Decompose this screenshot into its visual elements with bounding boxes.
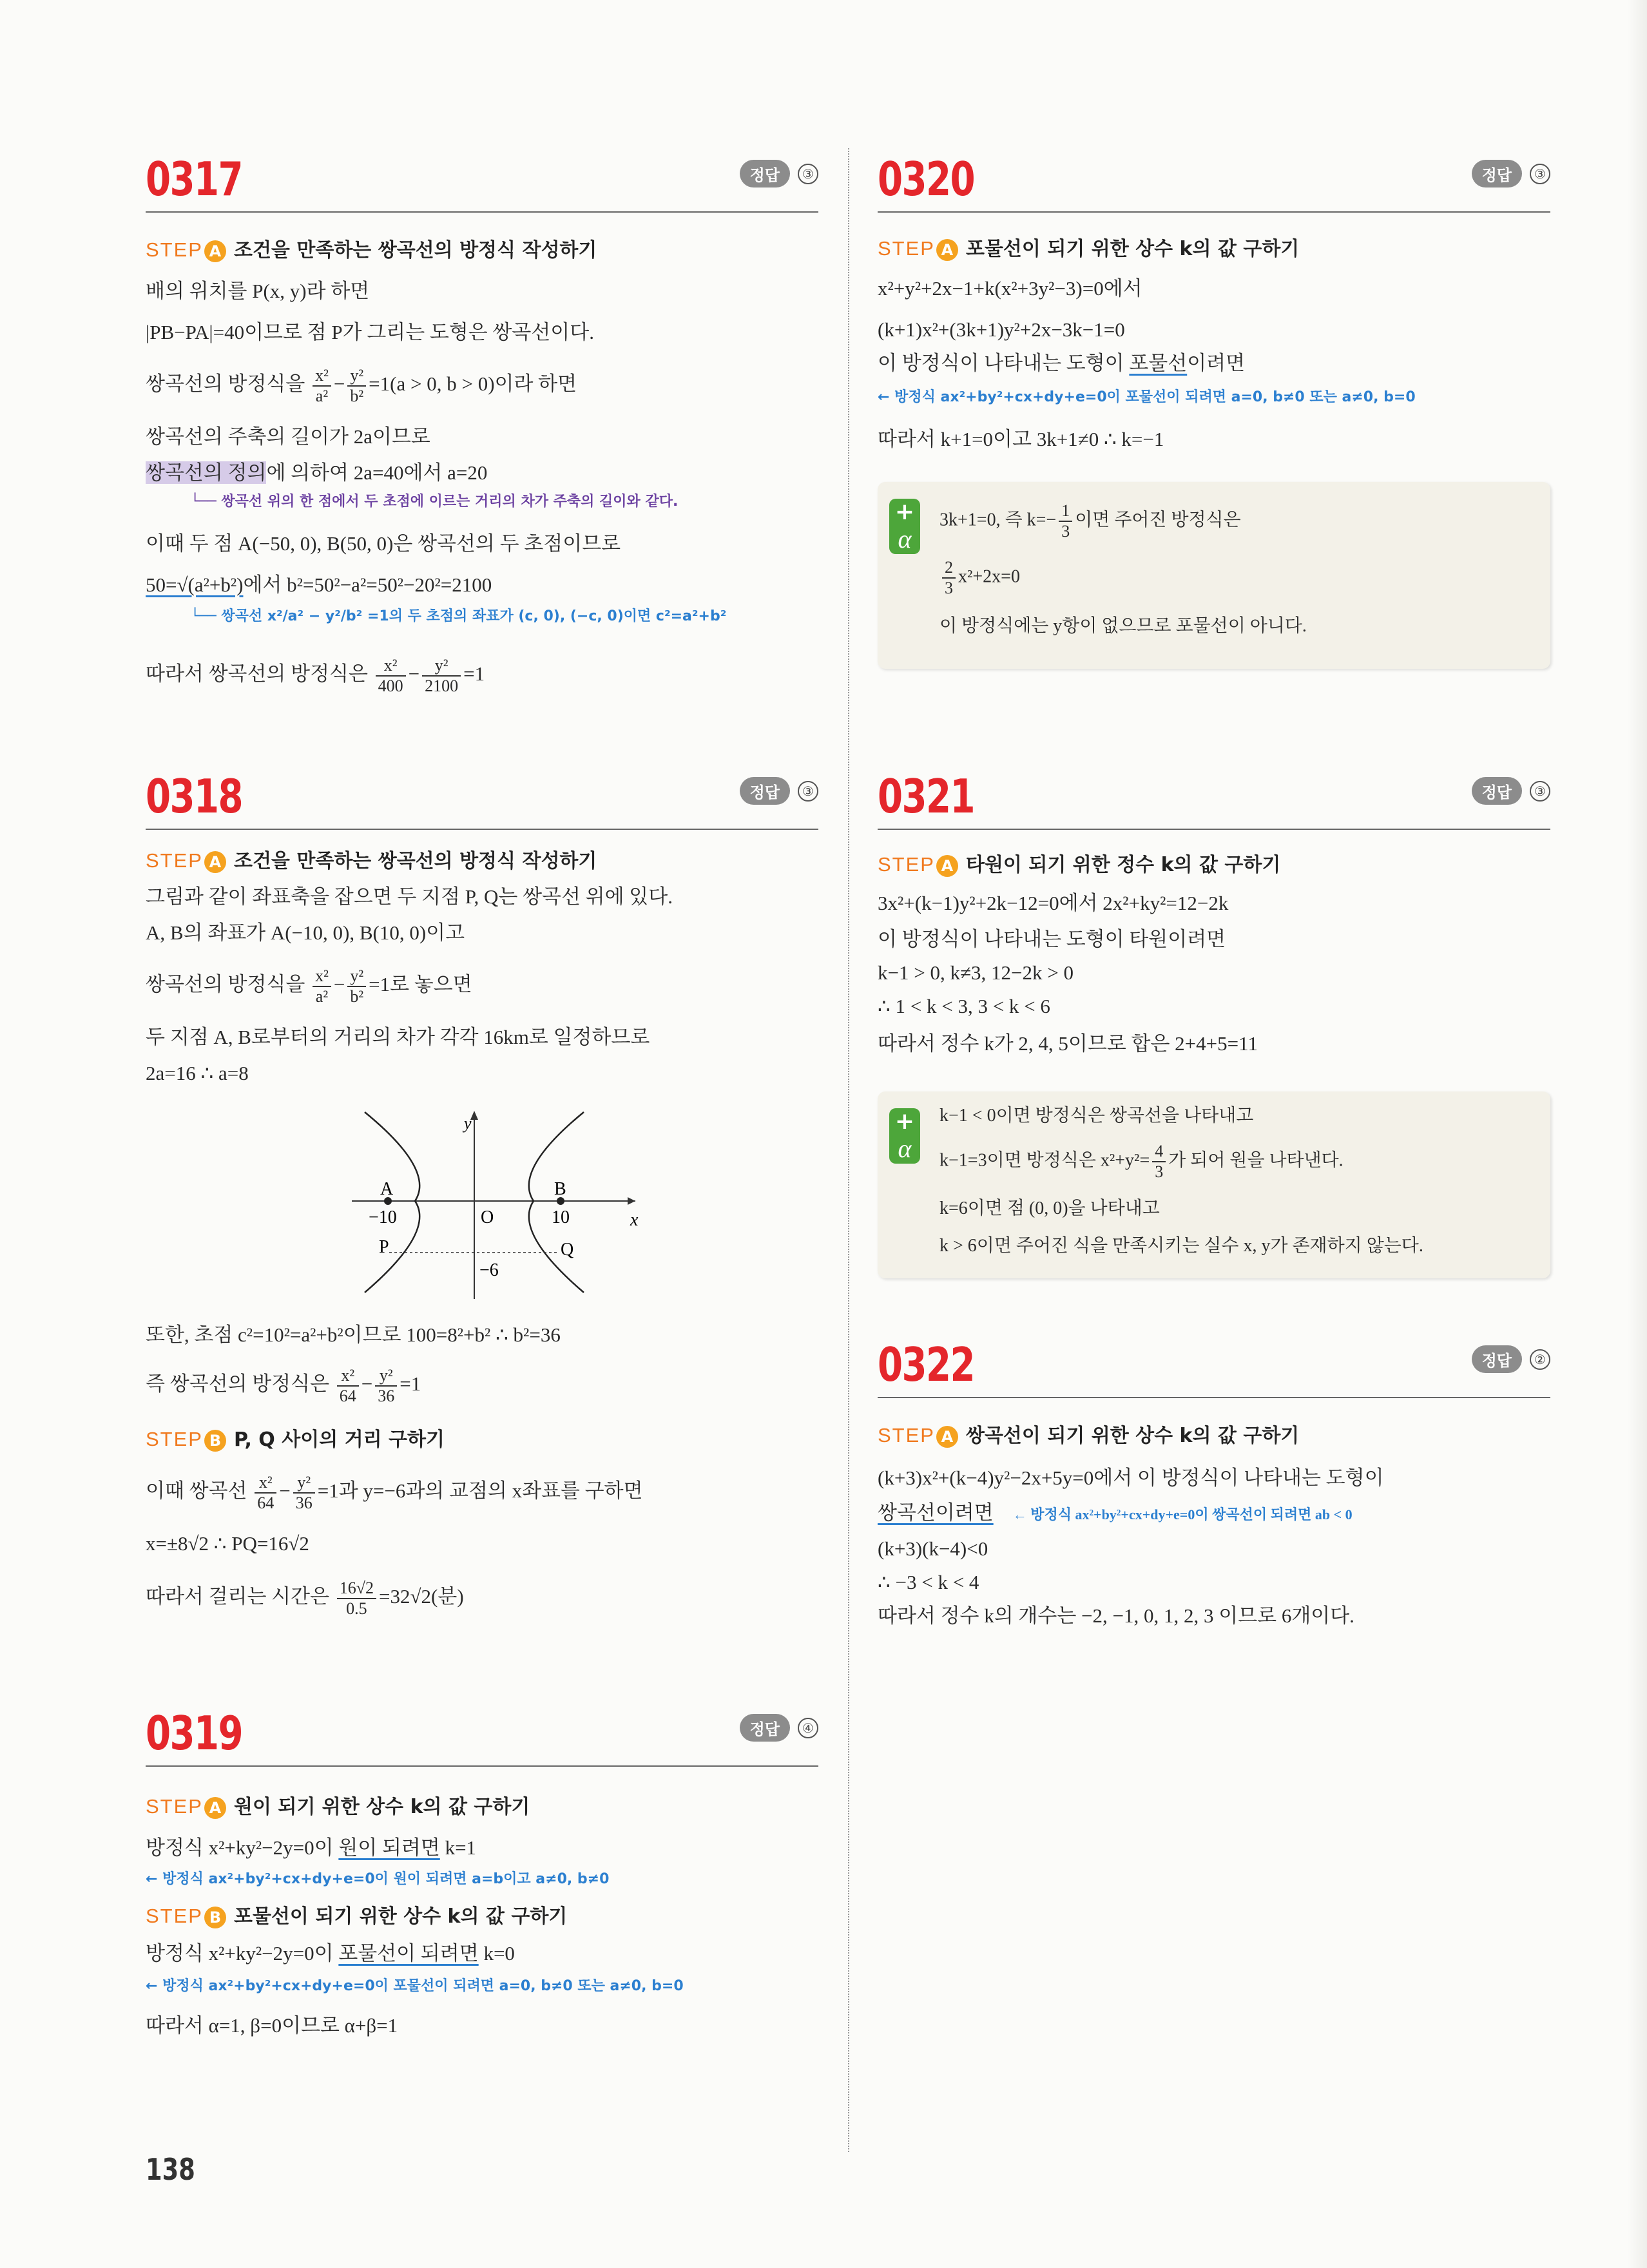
problem-0320: [878, 147, 1550, 701]
divider: [146, 829, 818, 830]
answer-tag: 정답 ③: [740, 777, 818, 805]
solution-line: 이 방정식이 나타내는 도형이 타원이려면: [878, 928, 1226, 950]
plus-alpha-icon: [888, 497, 921, 555]
svg-text:α: α: [898, 524, 912, 553]
x-label: x: [630, 1210, 639, 1230]
label-p: P: [379, 1237, 389, 1257]
answer-badge: 정답: [740, 160, 790, 187]
fraction: $\frac{2}{3}$: [942, 558, 956, 598]
solution-line: 방정식 x²+ky²−2y=0이 포물선이 되려면 k=0: [146, 1942, 515, 1965]
box-line: k−1 < 0이면 방정식은 쌍곡선을 나타내고: [939, 1106, 1254, 1126]
y-axis-arrow: [470, 1111, 478, 1120]
solution-line: A, B의 좌표가 A(−10, 0), B(10, 0)이고: [146, 921, 465, 944]
answer-tag: 정답 ③: [1472, 777, 1550, 805]
plus-alpha-icon: [888, 1107, 921, 1165]
solution-line: 따라서 정수 k가 2, 4, 5이므로 합은 2+4+5=11: [878, 1032, 1258, 1055]
solution-line: 쌍곡선의 정의에 의하여 2a=40에서 a=20: [146, 461, 488, 484]
label-origin: O: [481, 1207, 494, 1227]
solution-line: 이 방정식이 나타내는 도형이 포물선이려면: [878, 352, 1246, 374]
problem-0318: [146, 764, 818, 1679]
divider: [146, 1765, 818, 1767]
right-branch: [529, 1112, 584, 1293]
fraction: $\frac{\text{x²}}{\text{a²}}$: [313, 366, 331, 406]
answer-value: ③: [798, 164, 818, 184]
step-a-heading: STEP A 쌍곡선이 되기 위한 상수 k의 값 구하기: [878, 1424, 1300, 1447]
svg-text:α: α: [898, 1134, 912, 1163]
label-minus10: −10: [369, 1207, 397, 1227]
solution-line: 3x²+(k−1)y²+2k−12=0에서 2x²+ky²=12−2k: [878, 892, 1229, 914]
box-line: k=6이면 점 (0, 0)을 나타내고: [939, 1198, 1160, 1218]
step-a-heading: STEP A 타원이 되기 위한 정수 k의 값 구하기: [878, 853, 1281, 876]
step-b-heading: STEP B 포물선이 되기 위한 상수 k의 값 구하기: [146, 1905, 568, 1928]
solution-line: 방정식 x²+ky²−2y=0이 원이 되려면 k=1: [146, 1836, 477, 1859]
label-minus6: −6: [479, 1260, 499, 1280]
solution-line: k−1 > 0, k≠3, 12−2k > 0: [878, 961, 1074, 984]
solution-line: ∴ −3 < k < 4: [878, 1571, 979, 1593]
solution-line: 따라서 정수 k의 개수는 −2, −1, 0, 1, 2, 3 이므로 6개이다.: [878, 1604, 1354, 1627]
problem-number: 0317: [146, 152, 243, 206]
x-axis-arrow: [628, 1197, 635, 1205]
solution-line: ∴ 1 < k < 3, 3 < k < 6: [878, 995, 1050, 1017]
solution-line: 쌍곡선의 방정식을 $\frac{\text{x²}}{\text{a²}}$ − $\frac{\text{y²}}{\text{b²}}$ =1로 놓으면: [146, 966, 472, 1006]
solution-line: 즉 쌍곡선의 방정식은 $\frac{\text{x²}}{64}$ − $\frac{\text{y²}}{36}$ =1: [146, 1366, 421, 1405]
solution-line: 쌍곡선이려면 ← 방정식 ax²+by²+cx+dy+e=0이 쌍곡선이 되려면 ab < 0: [878, 1501, 1353, 1524]
problem-number: 0320: [878, 152, 975, 206]
solution-line: 따라서 걸리는 시간은 $\frac{16√2}{0.5}$ =32√2(분): [146, 1579, 464, 1618]
solution-line: 2a=16 ∴ a=8: [146, 1062, 249, 1084]
solution-line: 또한, 초점 c²=10²=a²+b²이므로 100=8²+b² ∴ b²=36: [146, 1323, 561, 1346]
answer-tag: 정답 ④: [740, 1714, 818, 1742]
fraction: $\frac{\text{y²}}{\text{b²}}$: [347, 366, 366, 406]
problem-number: 0319: [146, 1706, 243, 1760]
box-line: k−1=3이면 방정식은 x²+y²= $\frac{4}{3}$ 가 되어 원을 나타낸다.: [939, 1142, 1344, 1181]
highlight: 쌍곡선의 정의: [146, 461, 267, 484]
label-10: 10: [552, 1207, 570, 1227]
y-label: y: [464, 1114, 472, 1133]
solution-line: (k+3)x²+(k−4)y²−2x+5y=0에서 이 방정식이 나타내는 도형이: [878, 1466, 1384, 1489]
divider: [146, 211, 818, 213]
problem-number: 0321: [878, 769, 975, 823]
solution-line: x=±8√2 ∴ PQ=16√2: [146, 1532, 309, 1555]
answer-tag: 정답 ②: [1472, 1345, 1550, 1373]
solution-line: (k+1)x²+(3k+1)y²+2x−3k−1=0: [878, 318, 1125, 341]
step-a-heading: STEP A 조건을 만족하는 쌍곡선의 방정식 작성하기: [146, 238, 597, 262]
step-b-heading: STEP B P, Q 사이의 거리 구하기: [146, 1428, 445, 1451]
box-line: $\frac{2}{3}$ x²+2x=0: [939, 558, 1020, 598]
page-edge-shadow: [1628, 0, 1647, 2268]
problem-number: 0318: [146, 769, 243, 823]
side-note: ← 방정식 ax²+by²+cx+dy+e=0이 쌍곡선이 되려면 ab < 0: [1012, 1506, 1353, 1523]
fraction: $\frac{\text{y²}}{36}$: [293, 1473, 315, 1513]
solution-line: 따라서 k+1=0이고 3k+1≠0 ∴ k=−1: [878, 428, 1164, 450]
solution-line: 따라서 쌍곡선의 방정식은 $\frac{\text{x²}}{400}$ − $\frac{\text{y²}}{2100}$ =1: [146, 656, 485, 695]
problem-0321: [878, 764, 1550, 1293]
solution-line: 그림과 같이 좌표축을 잡으면 두 지점 P, Q는 쌍곡선 위에 있다.: [146, 885, 673, 908]
side-note: └── 쌍곡선 x²/a² − y²/b² =1의 두 초점의 좌표가 (c, 0), (−c, 0)이면 c²=a²+b²: [191, 608, 727, 624]
solution-line: 배의 위치를 P(x, y)라 하면: [146, 280, 370, 302]
solution-line: |PB−PA|=40이므로 점 P가 그리는 도형은 쌍곡선이다.: [146, 321, 594, 343]
box-line: 이 방정식에는 y항이 없으므로 포물선이 아니다.: [939, 616, 1307, 636]
label-q: Q: [561, 1240, 574, 1260]
fraction: $\frac{\text{y²}}{\text{b²}}$: [347, 966, 366, 1006]
fraction: $\frac{\text{y²}}{2100}$: [422, 656, 461, 696]
problem-0322: [878, 1332, 1550, 1667]
fraction: $\frac{16√2}{0.5}$: [337, 1579, 376, 1619]
fraction: $\frac{\text{x²}}{64}$: [337, 1366, 359, 1406]
solution-line: 이때 쌍곡선 $\frac{\text{x²}}{64}$ − $\frac{\text{y²}}{36}$ =1과 y=−6과의 교점의 x좌표를 구하면: [146, 1473, 643, 1512]
divider: [878, 829, 1550, 830]
solution-line: 50=√(a²+b²)에서 b²=50²−a²=50²−20²=2100: [146, 573, 492, 596]
answer-tag: 정답 ③: [1472, 160, 1550, 187]
left-branch: [365, 1112, 419, 1293]
plus-alpha-box: [878, 1091, 1550, 1278]
fraction: $\frac{\text{x²}}{\text{a²}}$: [313, 966, 331, 1006]
fraction: $\frac{\text{x²}}{64}$: [255, 1473, 276, 1513]
solution-line: 쌍곡선의 방정식을 $\frac{\text{x²}}{\text{a²}}$ − $\frac{\text{y²}}{\text{b²}}$ =1(a > 0, b > 0)이라 하면: [146, 366, 577, 405]
plus-alpha-box: [878, 482, 1550, 669]
problem-0319: [146, 1701, 818, 2062]
solution-line: x²+y²+2x−1+k(x²+3y²−3)=0에서: [878, 277, 1142, 300]
label-b: B: [554, 1179, 566, 1199]
answer-tag: [740, 160, 818, 187]
fraction: $\frac{4}{3}$: [1152, 1142, 1166, 1182]
solution-line: 따라서 α=1, β=0이므로 α+β=1: [146, 2014, 398, 2037]
svg-text:+: +: [894, 499, 915, 525]
box-line: 3k+1=0, 즉 k=− $\frac{1}{3}$ 이면 주어진 방정식은: [939, 501, 1241, 541]
problem-number: 0322: [878, 1338, 975, 1392]
solution-line: 두 지점 A, B로부터의 거리의 차가 각각 16km로 일정하므로: [146, 1026, 650, 1048]
step-a-heading: STEP A 원이 되기 위한 상수 k의 값 구하기: [146, 1795, 530, 1818]
side-note: ← 방정식 ax²+by²+cx+dy+e=0이 원이 되려면 a=b이고 a≠0, b≠0: [146, 1871, 610, 1887]
problem-0317: [146, 147, 818, 714]
solution-line: 쌍곡선의 주축의 길이가 2a이므로: [146, 425, 430, 448]
fraction: $\frac{\text{x²}}{400}$: [376, 656, 406, 696]
fraction: $\frac{1}{3}$: [1059, 501, 1072, 541]
step-a-heading: STEP A 포물선이 되기 위한 상수 k의 값 구하기: [878, 237, 1300, 260]
solution-line: (k+3)(k−4)<0: [878, 1537, 988, 1560]
column-divider: [848, 148, 849, 2152]
box-line: k > 6이면 주어진 식을 만족시키는 실수 x, y가 존재하지 않는다.: [939, 1236, 1423, 1256]
side-note: ← 방정식 ax²+by²+cx+dy+e=0이 포물선이 되려면 a=0, b≠0 또는 a≠0, b=0: [878, 389, 1416, 405]
solution-line: 이때 두 점 A(−50, 0), B(50, 0)은 쌍곡선의 두 초점이므로: [146, 532, 621, 555]
svg-text:+: +: [894, 1108, 915, 1135]
divider: [878, 1397, 1550, 1398]
step-a-heading: STEP A 조건을 만족하는 쌍곡선의 방정식 작성하기: [146, 849, 597, 872]
hyperbola-figure: [339, 1106, 648, 1305]
side-note: └── 쌍곡선 위의 한 점에서 두 초점에 이르는 거리의 차가 주축의 길이와 같다.: [191, 494, 679, 510]
page-number: 138: [146, 2152, 195, 2187]
label-a: A: [380, 1179, 394, 1199]
fraction: $\frac{\text{y²}}{36}$: [375, 1366, 397, 1406]
divider: [878, 211, 1550, 213]
side-note: ← 방정식 ax²+by²+cx+dy+e=0이 포물선이 되려면 a=0, b≠0 또는 a≠0, b=0: [146, 1978, 684, 1994]
